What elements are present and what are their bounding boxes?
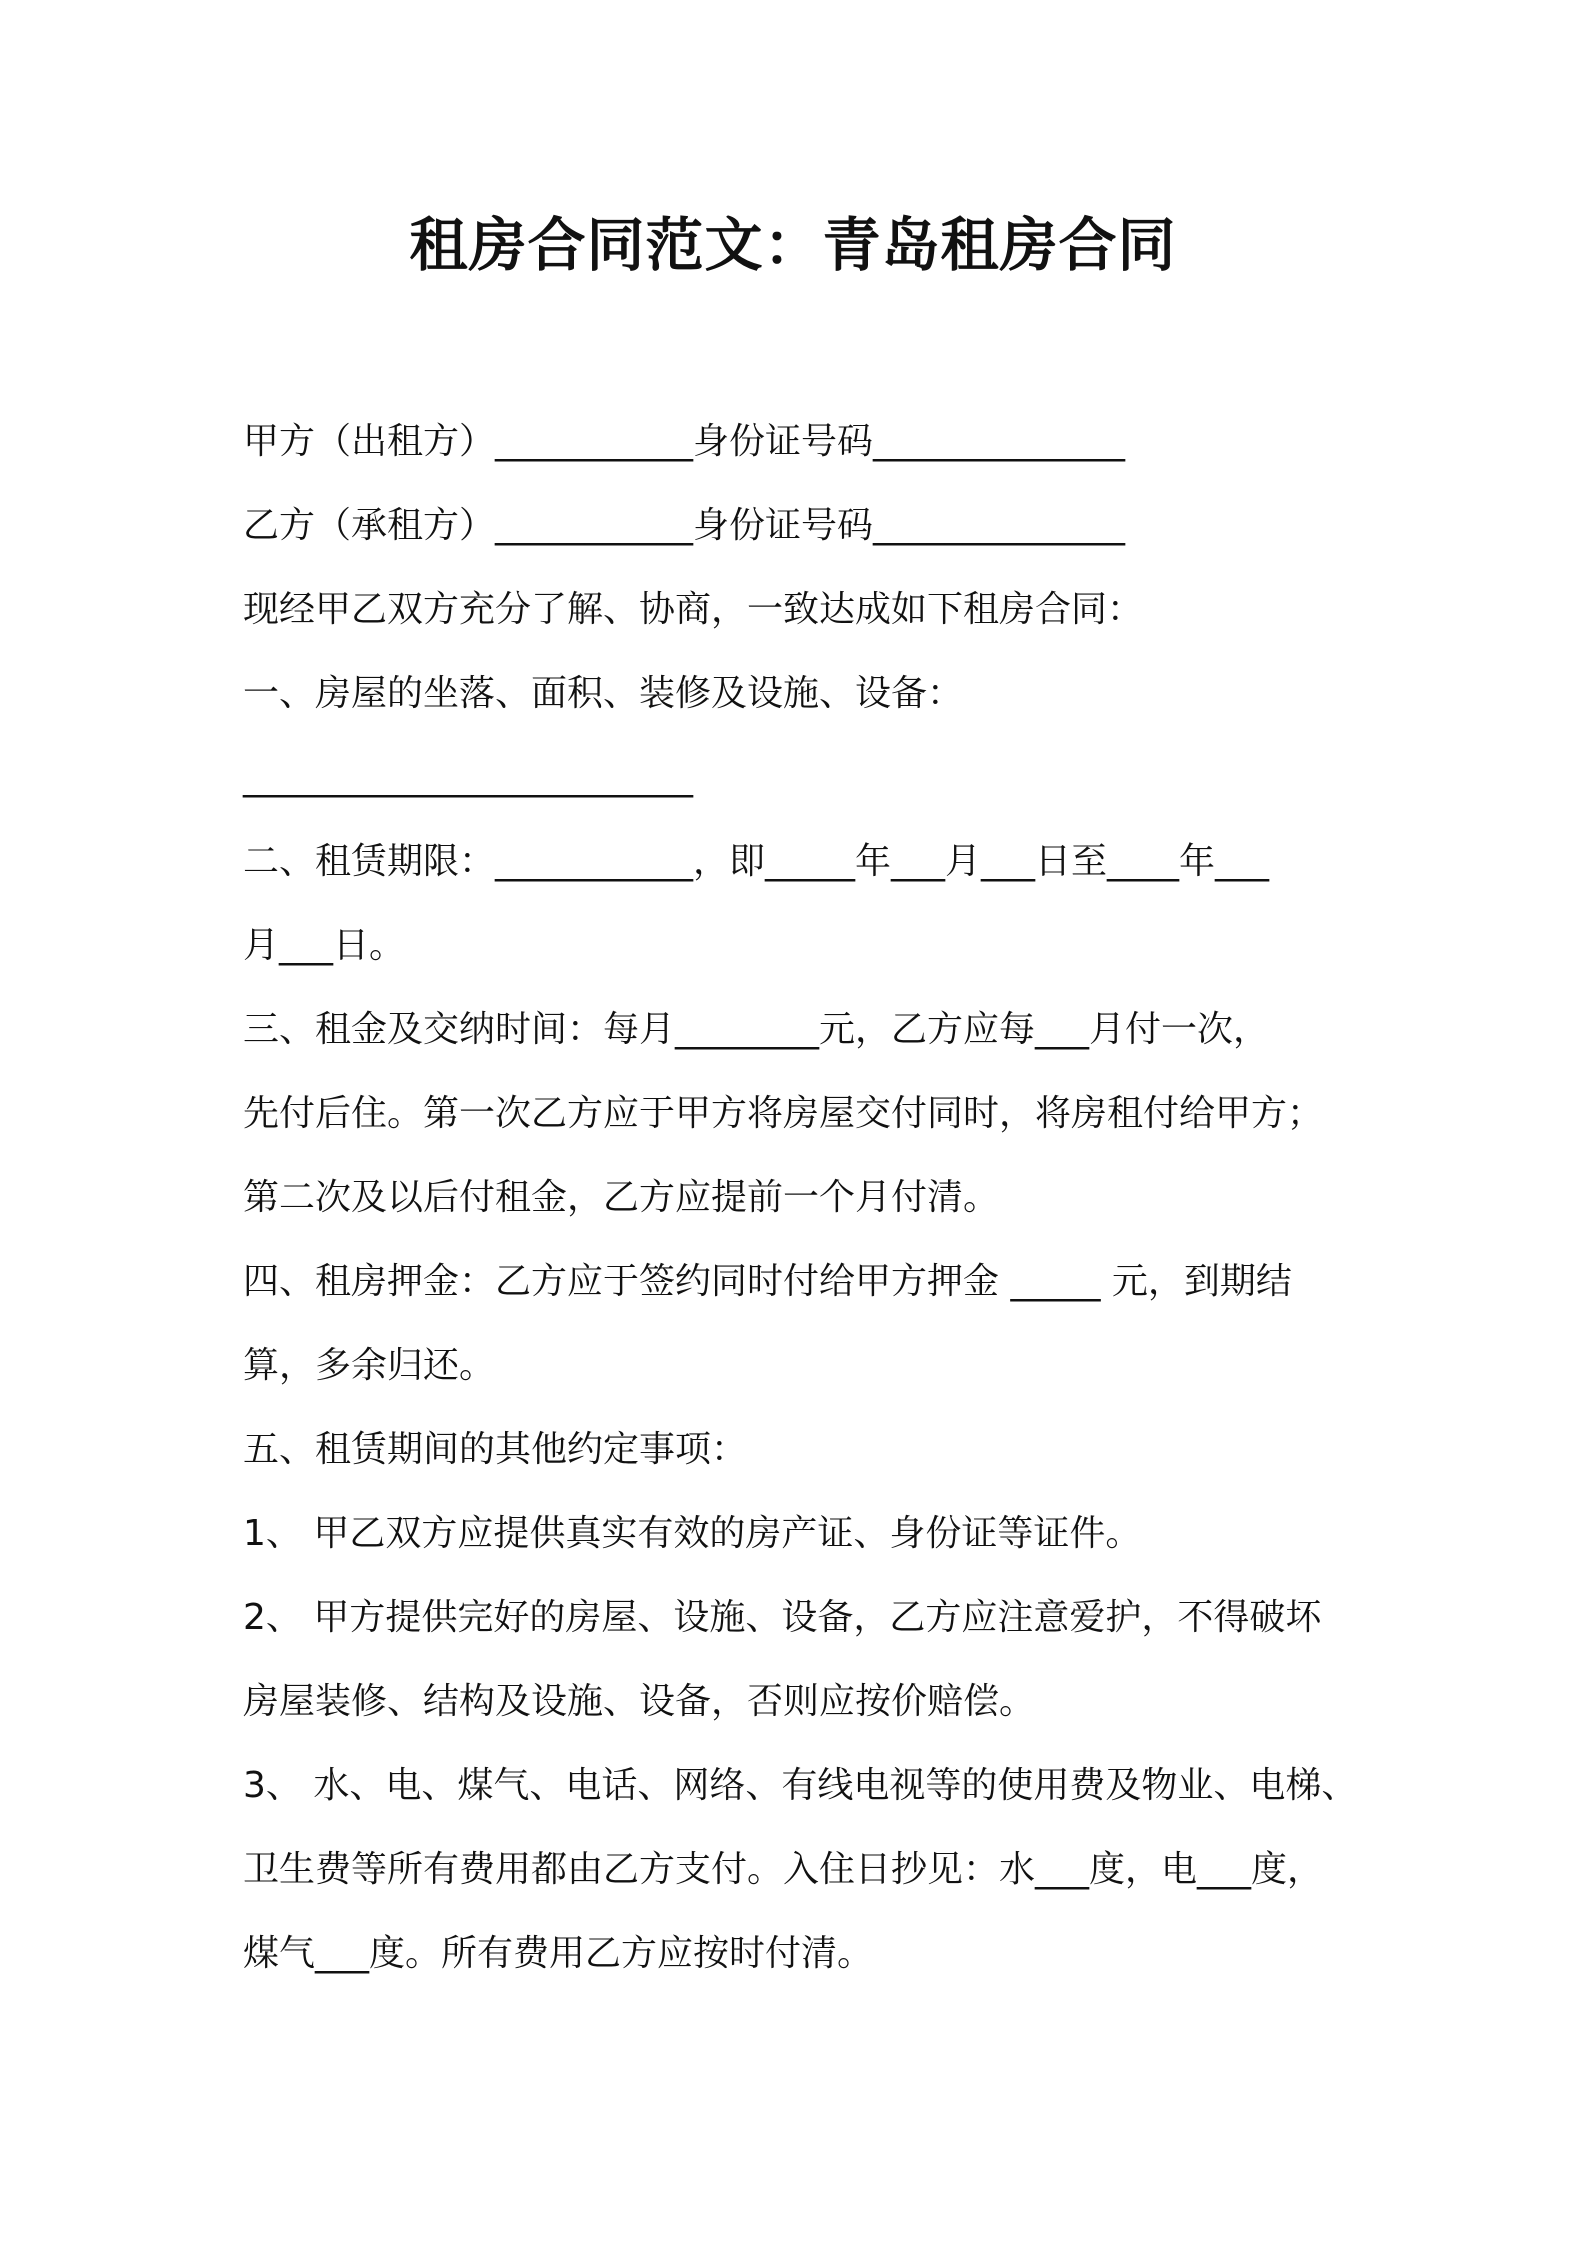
section-3-line-3: 第二次及以后付租金，乙方应提前一个月付清。	[243, 1177, 1000, 1218]
clause-1: 1、 甲乙双方应提供真实有效的房产证、身份证等证件。	[243, 1513, 1142, 1554]
party-b-line: 乙方（承租方）___________身份证号码______________	[243, 505, 1126, 546]
section-2-line-2: 月___日。	[243, 925, 406, 966]
agreement-intro: 现经甲乙双方充分了解、协商，一致达成如下租房合同：	[243, 589, 1144, 630]
document-title: 租房合同范文：青岛租房合同	[409, 211, 1177, 279]
clause-3-line-1: 3、 水、电、煤气、电话、网络、有线电视等的使用费及物业、电梯、	[243, 1765, 1358, 1806]
section-2-line-1: 二、租赁期限：___________，即_____年___月___日至____年___	[243, 841, 1270, 882]
clause-2-line-2: 房屋装修、结构及设施、设备，否则应按价赔偿。	[243, 1681, 1036, 1722]
section-4-line-2: 算，多余归还。	[243, 1345, 496, 1386]
section-1-heading: 一、房屋的坐落、面积、装修及设施、设备：	[243, 673, 964, 714]
section-5-heading: 五、租赁期间的其他约定事项：	[243, 1429, 748, 1470]
section-3-line-1: 三、租金及交纳时间：每月________元，乙方应每___月付一次，	[243, 1009, 1270, 1050]
contract-body	[243, 400, 1363, 1996]
section-3-line-2: 先付后住。第一次乙方应于甲方将房屋交付同时，将房租付给甲方；	[243, 1093, 1324, 1134]
clause-3-line-3: 煤气___度。所有费用乙方应按时付清。	[243, 1933, 874, 1974]
party-a-line: 甲方（出租方）___________身份证号码______________	[243, 421, 1126, 462]
section-1-blank: _________________________	[243, 757, 693, 798]
clause-3-line-2: 卫生费等所有费用都由乙方支付。入住日抄见：水___度，电___度，	[243, 1849, 1324, 1890]
section-4-line-1: 四、租房押金：乙方应于签约同时付给甲方押金 _____ 元，到期结	[243, 1261, 1292, 1302]
clause-2-line-1: 2、 甲方提供完好的房屋、设施、设备，乙方应注意爱护，不得破坏	[243, 1597, 1322, 1638]
